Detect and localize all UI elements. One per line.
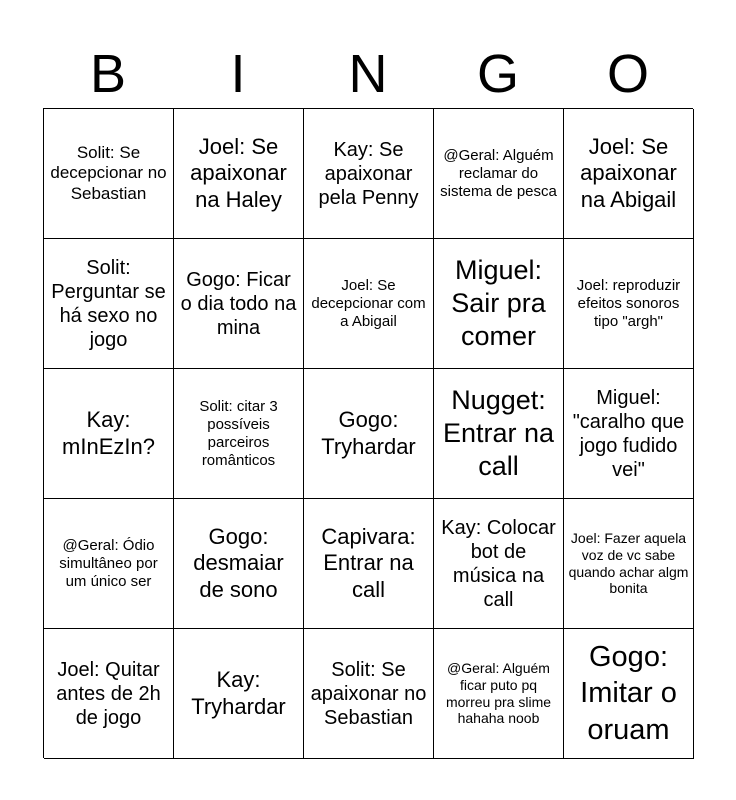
bingo-cell[interactable]: Gogo: Ficar o dia todo na mina	[174, 239, 304, 369]
bingo-cell[interactable]: Joel: Fazer aquela voz de vc sabe quando achar algm bonita	[564, 499, 694, 629]
bingo-cell[interactable]: Miguel: "caralho que jogo fudido vei"	[564, 369, 694, 499]
bingo-cell[interactable]: Gogo: Tryhardar	[304, 369, 434, 499]
bingo-cell[interactable]: Kay: Colocar bot de música na call	[434, 499, 564, 629]
bingo-cell[interactable]: Capivara: Entrar na call	[304, 499, 434, 629]
header-letter-g: G	[476, 44, 519, 104]
bingo-cell[interactable]: Kay: mInEzIn?	[44, 369, 174, 499]
header-letter-b: B	[89, 44, 127, 104]
bingo-cell[interactable]: Gogo: Imitar o oruam	[564, 629, 694, 759]
bingo-cell[interactable]: Solit: Se decepcionar no Sebastian	[44, 109, 174, 239]
bingo-cell[interactable]: Miguel: Sair pra comer	[434, 239, 564, 369]
bingo-cell[interactable]: @Geral: Alguém reclamar do sistema de pesca	[434, 109, 564, 239]
bingo-cell[interactable]: @Geral: Ódio simultâneo por um único ser	[44, 499, 174, 629]
bingo-cell[interactable]: Joel: Se apaixonar na Haley	[174, 109, 304, 239]
bingo-cell[interactable]: Joel: Quitar antes de 2h de jogo	[44, 629, 174, 759]
header-letter-o: O	[606, 44, 649, 104]
bingo-cell[interactable]: Joel: Se decepcionar com a Abigail	[304, 239, 434, 369]
bingo-cell[interactable]: @Geral: Alguém ficar puto pq morreu pra slime hahaha noob	[434, 629, 564, 759]
bingo-cell[interactable]: Gogo: desmaiar de sono	[174, 499, 304, 629]
bingo-cell[interactable]: Kay: Tryhardar	[174, 629, 304, 759]
bingo-cell[interactable]: Solit: Se apaixonar no Sebastian	[304, 629, 434, 759]
bingo-cell[interactable]: Solit: citar 3 possíveis parceiros românticos	[174, 369, 304, 499]
bingo-cell[interactable]: Nugget: Entrar na call	[434, 369, 564, 499]
bingo-cell[interactable]: Kay: Se apaixonar pela Penny	[304, 109, 434, 239]
header-letter-n: N	[348, 44, 388, 104]
bingo-cell[interactable]: Solit: Perguntar se há sexo no jogo	[44, 239, 174, 369]
bingo-cell[interactable]: Joel: reproduzir efeitos sonoros tipo "argh"	[564, 239, 694, 369]
bingo-grid	[43, 108, 693, 758]
bingo-cell[interactable]: Joel: Se apaixonar na Abigail	[564, 109, 694, 239]
bingo-header	[43, 40, 693, 108]
header-letter-i: I	[230, 44, 246, 104]
